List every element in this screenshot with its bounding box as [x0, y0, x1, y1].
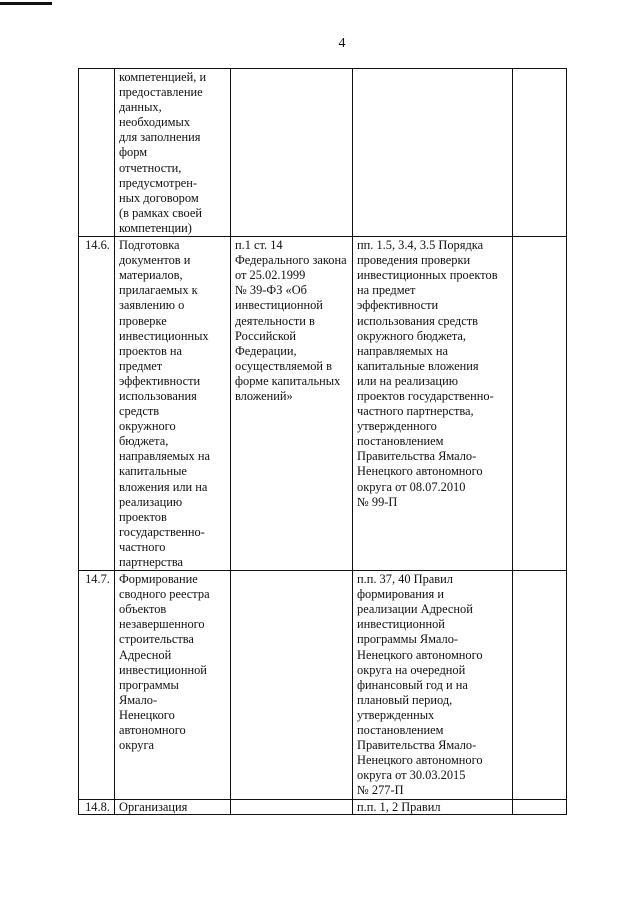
regional-act-cell: п.п. 37, 40 Правил формирования и реализации Адресной инвестиционной программы Ямало- Ненецкого автономного округа на очередной финансовый год и на плановый период, утвержденных постановлением Правительства Ямало- Ненецкого автономного округа от 30.03.2015 № 277-П	[353, 571, 513, 799]
federal-law-cell	[231, 571, 353, 799]
page-number: 4	[338, 36, 346, 51]
activity-cell: Подготовка документов и материалов, прилагаемых к заявлению о проверке инвестиционных проектов на предмет эффективности использования средств окружного бюджета, направляемых на капитальные вложения или на реализацию проектов государственно- частного партнерства	[115, 237, 231, 571]
extra-cell	[513, 799, 567, 814]
table-row	[79, 237, 567, 571]
federal-law-cell	[231, 69, 353, 237]
extra-cell	[513, 237, 567, 571]
table-row	[79, 69, 567, 237]
regulation-table	[78, 68, 567, 815]
activity-cell: компетенцией, и предоставление данных, необходимых для заполнения форм отчетности, предусмотрен- ных договором (в рамках своей компетенции)	[115, 69, 231, 237]
regional-act-cell: п.п. 1, 2 Правил	[353, 799, 513, 814]
item-number-cell: 14.7.	[79, 571, 115, 799]
extra-cell	[513, 571, 567, 799]
extra-cell	[513, 69, 567, 237]
item-number-cell: 14.6.	[79, 237, 115, 571]
table-row	[79, 799, 567, 814]
regional-act-cell: пп. 1.5, 3.4, 3.5 Порядка проведения проверки инвестиционных проектов на предмет эффективности использования средств окружного бюджета, направляемых на капитальные вложения или на реализацию проектов государственно- частного партнерства, утвержденного постановлением Правительства Ямало- Ненецкого автономного округа от 08.07.2010 № 99-П	[353, 237, 513, 571]
item-number-cell	[79, 69, 115, 237]
corner-scan-mark	[0, 2, 52, 5]
table-row	[79, 571, 567, 799]
item-number-cell: 14.8.	[79, 799, 115, 814]
federal-law-cell: п.1 ст. 14 Федерального закона от 25.02.1999 № 39-ФЗ «Об инвестиционной деятельности в Российской Федерации, осуществляемой в форме капитальных вложений»	[231, 237, 353, 571]
regional-act-cell	[353, 69, 513, 237]
activity-cell: Организация	[115, 799, 231, 814]
activity-cell: Формирование сводного реестра объектов незавершенного строительства Адресной инвестиционной программы Ямало- Ненецкого автономного округа	[115, 571, 231, 799]
federal-law-cell	[231, 799, 353, 814]
